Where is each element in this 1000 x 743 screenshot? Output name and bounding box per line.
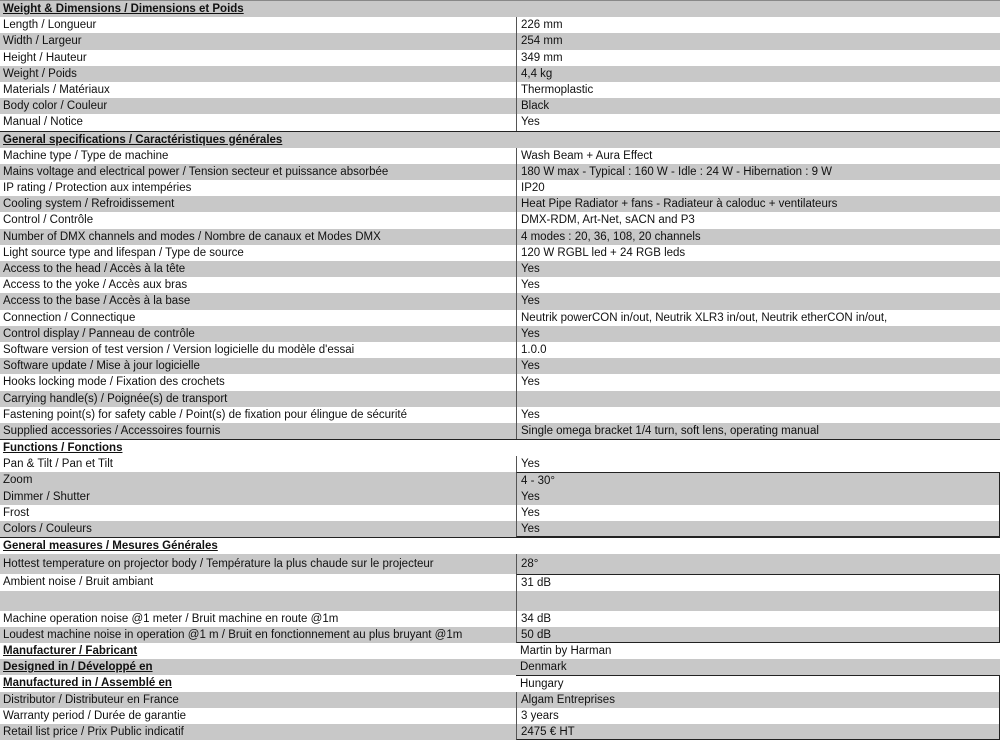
section-header-row bbox=[0, 659, 1000, 675]
spec-value: IP20 bbox=[516, 180, 1000, 196]
spec-value: Algam Entreprises bbox=[516, 692, 1000, 708]
spec-label: Software version of test version / Version logicielle du modèle d'essai bbox=[3, 343, 355, 356]
spec-row bbox=[0, 505, 1000, 521]
spec-row bbox=[0, 358, 1000, 374]
spec-value: Black bbox=[516, 98, 1000, 114]
spec-label: Cooling system / Refroidissement bbox=[3, 198, 175, 211]
spec-row bbox=[0, 708, 1000, 724]
spec-label: Machine type / Type de machine bbox=[3, 149, 169, 162]
spec-row bbox=[0, 114, 1000, 130]
spec-value bbox=[516, 132, 1000, 148]
spec-label: Mains voltage and electrical power / Tension secteur et puissance absorbée bbox=[3, 165, 389, 178]
spec-row bbox=[0, 17, 1000, 33]
spec-label: Control / Contrôle bbox=[3, 214, 94, 227]
spec-row bbox=[0, 33, 1000, 49]
spec-label: Distributor / Distributeur en France bbox=[3, 693, 179, 706]
spec-label: Manual / Notice bbox=[3, 116, 83, 129]
spec-row bbox=[0, 180, 1000, 196]
spec-label: Height / Hauteur bbox=[3, 51, 87, 64]
spec-label: Materials / Matériaux bbox=[3, 83, 110, 96]
spec-label: Hooks locking mode / Fixation des crochets bbox=[3, 376, 225, 389]
spec-value: Yes bbox=[516, 521, 1000, 537]
spec-row bbox=[0, 164, 1000, 180]
spec-label: Supplied accessories / Accessoires fournis bbox=[3, 424, 221, 437]
spec-label: Ambient noise / Bruit ambiant bbox=[3, 576, 154, 589]
section-title: Manufacturer / Fabricant bbox=[3, 644, 138, 657]
spec-value: 349 mm bbox=[516, 50, 1000, 66]
spec-row bbox=[0, 293, 1000, 309]
spec-value: 226 mm bbox=[516, 17, 1000, 33]
spec-value: 4 modes : 20, 36, 108, 20 channels bbox=[516, 229, 1000, 245]
spec-row bbox=[0, 229, 1000, 245]
spec-label: Light source type and lifespan / Type de source bbox=[3, 246, 244, 259]
spec-label: Dimmer / Shutter bbox=[3, 490, 90, 503]
spec-value: Yes bbox=[516, 114, 1000, 130]
spec-label: Access to the yoke / Accès aux bras bbox=[3, 279, 188, 292]
spec-value: 34 dB bbox=[516, 611, 1000, 627]
spec-label: Control display / Panneau de contrôle bbox=[3, 327, 195, 340]
spec-row bbox=[0, 245, 1000, 261]
spec-value: Heat Pipe Radiator + fans - Radiateur à caloduc + ventilateurs bbox=[516, 196, 1000, 212]
spec-row bbox=[0, 472, 1000, 488]
section-title: General measures / Mesures Générales bbox=[3, 540, 218, 553]
spec-value: Single omega bracket 1/4 turn, soft lens, operating manual bbox=[516, 423, 1000, 439]
section-title: Manufactured in / Assemblé en bbox=[3, 677, 172, 690]
spec-row bbox=[0, 724, 1000, 740]
spec-label: Access to the head / Accès à la tête bbox=[3, 263, 186, 275]
spec-value: Yes bbox=[516, 489, 1000, 505]
spec-label: Colors / Couleurs bbox=[3, 523, 92, 535]
section-header-row bbox=[0, 537, 1000, 554]
spec-row bbox=[0, 692, 1000, 708]
spec-row bbox=[0, 98, 1000, 114]
spec-value: Thermoplastic bbox=[516, 82, 1000, 98]
spec-label: Loudest machine noise in operation @1 m / Bruit en fonctionnement au plus bruyant @1m bbox=[3, 628, 463, 641]
spec-label: Zoom bbox=[3, 474, 33, 487]
spec-value: Yes bbox=[516, 261, 1000, 277]
spec-label: Body color / Couleur bbox=[3, 100, 108, 113]
spec-row bbox=[0, 423, 1000, 439]
spec-label: Retail list price / Prix Public indicatif bbox=[3, 725, 184, 738]
spec-row bbox=[0, 310, 1000, 326]
spec-value: Yes bbox=[516, 407, 1000, 423]
spec-row bbox=[0, 521, 1000, 537]
spec-value bbox=[516, 440, 1000, 456]
spec-row bbox=[0, 574, 1000, 590]
spec-row bbox=[0, 627, 1000, 643]
section-title: General specifications / Caractéristiques générales bbox=[3, 133, 283, 146]
spec-label: Length / Longueur bbox=[3, 19, 97, 32]
spec-row bbox=[0, 66, 1000, 82]
spec-row bbox=[0, 196, 1000, 212]
spec-row bbox=[0, 82, 1000, 98]
spec-value: 50 dB bbox=[516, 627, 1000, 643]
spec-row bbox=[0, 611, 1000, 627]
spec-value: Yes bbox=[516, 358, 1000, 374]
spec-label: Access to the base / Accès à la base bbox=[3, 295, 191, 308]
spec-row bbox=[0, 261, 1000, 277]
spec-value: 180 W max - Typical : 160 W - Idle : 24 W - Hibernation : 9 W bbox=[516, 164, 1000, 180]
spec-row bbox=[0, 326, 1000, 342]
spec-label: Machine operation noise @1 meter / Bruit machine en route @1m bbox=[3, 612, 339, 625]
spec-label: Pan & Tilt / Pan et Tilt bbox=[3, 458, 113, 471]
spec-value: Martin by Harman bbox=[520, 644, 612, 657]
spec-value bbox=[516, 391, 1000, 407]
spec-value: 4,4 kg bbox=[516, 66, 1000, 82]
spec-label: Warranty period / Durée de garantie bbox=[3, 709, 187, 722]
section-header-row bbox=[0, 131, 1000, 148]
section-title: Functions / Fonctions bbox=[3, 442, 123, 455]
spec-value: DMX-RDM, Art-Net, sACN and P3 bbox=[516, 212, 1000, 228]
spec-label: Hottest temperature on projector body / Température la plus chaude sur le projecteur bbox=[3, 558, 434, 571]
spec-value: 254 mm bbox=[516, 33, 1000, 49]
section-title: Weight & Dimensions / Dimensions et Poids bbox=[3, 3, 244, 15]
spec-value: Yes bbox=[516, 374, 1000, 390]
spec-row bbox=[0, 212, 1000, 228]
spec-value: 120 W RGBL led + 24 RGB leds bbox=[516, 245, 1000, 261]
spec-value: Neutrik powerCON in/out, Neutrik XLR3 in/out, Neutrik etherCON in/out, bbox=[516, 310, 1000, 326]
spec-label: Weight / Poids bbox=[3, 67, 77, 80]
spec-label: Frost bbox=[3, 506, 30, 519]
spec-label bbox=[0, 591, 516, 611]
spec-value: 28° bbox=[516, 554, 1000, 574]
spec-value: 4 - 30° bbox=[516, 472, 1000, 488]
spec-row bbox=[0, 489, 1000, 505]
spec-row bbox=[0, 407, 1000, 423]
spec-value: 2475 € HT bbox=[516, 724, 1000, 740]
spec-row bbox=[0, 391, 1000, 407]
spec-row bbox=[0, 277, 1000, 293]
spec-value bbox=[516, 1, 1000, 17]
spec-label: Number of DMX channels and modes / Nombre de canaux et Modes DMX bbox=[3, 230, 381, 243]
spec-row bbox=[0, 554, 1000, 574]
spec-label: Fastening point(s) for safety cable / Point(s) de fixation pour élingue de sécurité bbox=[3, 408, 407, 421]
spec-row bbox=[0, 374, 1000, 390]
section-title: Designed in / Développé en bbox=[3, 661, 153, 674]
spec-value bbox=[516, 591, 1000, 611]
spec-value: Yes bbox=[516, 505, 1000, 521]
spec-row bbox=[0, 50, 1000, 66]
section-header-row bbox=[0, 643, 1000, 659]
spec-value: Yes bbox=[516, 293, 1000, 309]
section-header-row bbox=[0, 1, 1000, 17]
spec-label: Width / Largeur bbox=[3, 35, 82, 48]
spec-label: Connection / Connectique bbox=[3, 311, 136, 324]
spec-label: Carrying handle(s) / Poignée(s) de transport bbox=[3, 392, 228, 405]
spec-label: IP rating / Protection aux intempéries bbox=[3, 182, 192, 195]
section-header-row bbox=[0, 439, 1000, 456]
spec-value: Yes bbox=[516, 277, 1000, 293]
spec-value: Wash Beam + Aura Effect bbox=[516, 148, 1000, 164]
spec-value: 1.0.0 bbox=[516, 342, 1000, 358]
spec-value: Yes bbox=[516, 456, 1000, 472]
spec-value: Hungary bbox=[516, 675, 1000, 691]
spec-row bbox=[0, 342, 1000, 358]
spec-label: Software update / Mise à jour logicielle bbox=[3, 360, 200, 373]
spec-row bbox=[0, 148, 1000, 164]
section-header-row bbox=[0, 675, 1000, 691]
spec-value: 31 dB bbox=[516, 574, 1000, 590]
spec-row bbox=[0, 591, 1000, 611]
spec-value: 3 years bbox=[516, 708, 1000, 724]
spec-value: Yes bbox=[516, 326, 1000, 342]
spec-value bbox=[516, 538, 1000, 554]
spec-value: Denmark bbox=[520, 661, 567, 674]
spec-row bbox=[0, 456, 1000, 472]
